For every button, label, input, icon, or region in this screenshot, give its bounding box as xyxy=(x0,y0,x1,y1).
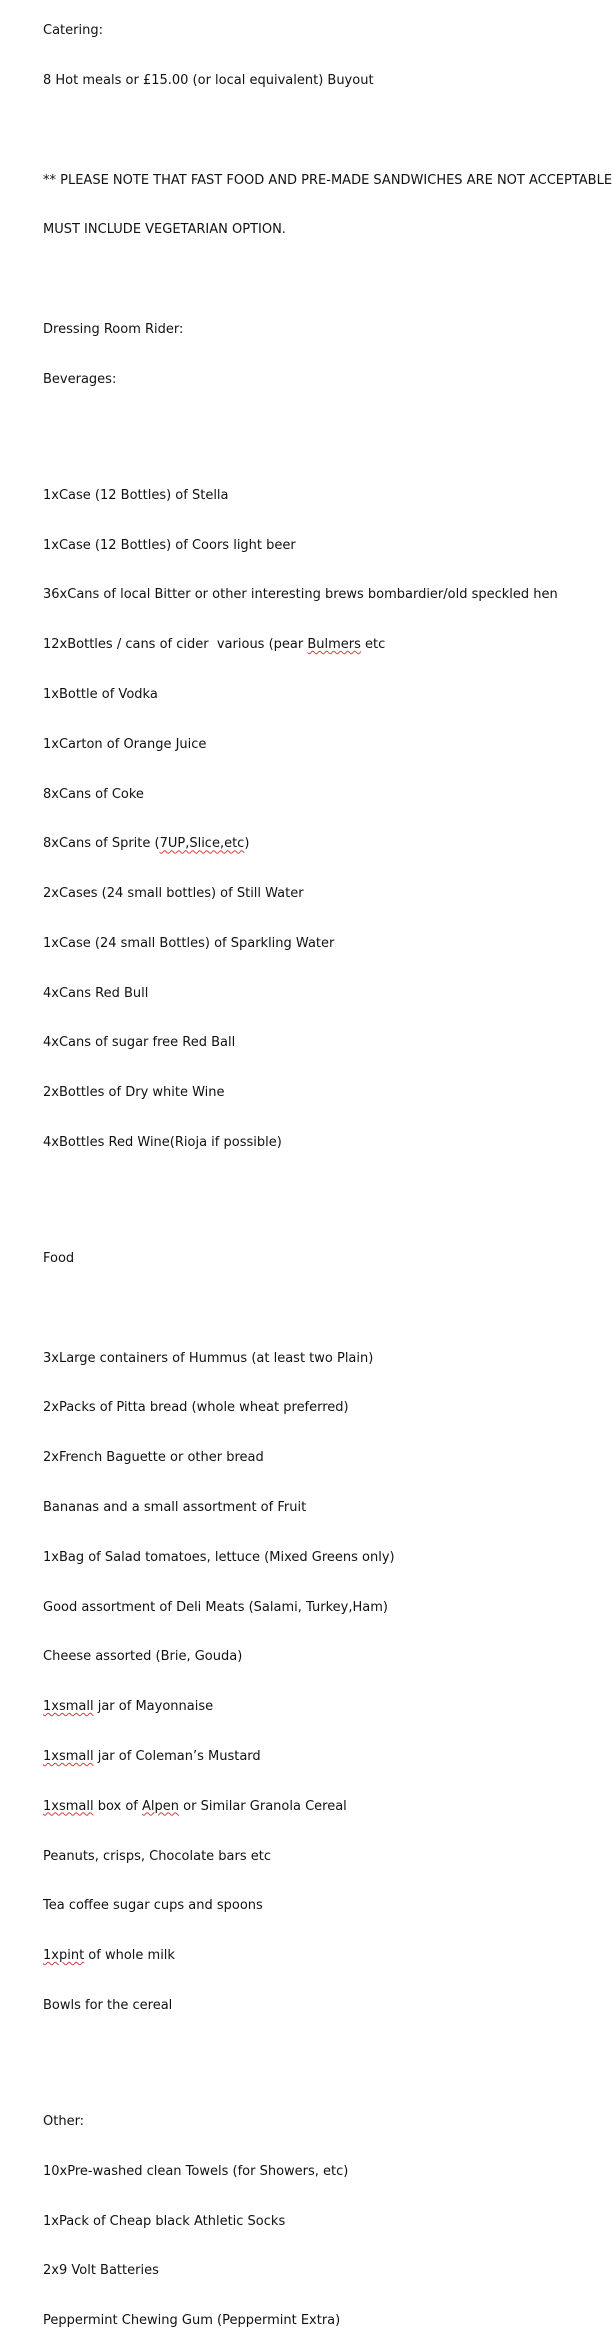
cereal-spellcheck-word: 1xsmall xyxy=(43,1798,94,1814)
sprite-text-start: 8xCans of Sprite ( xyxy=(43,836,160,852)
cider-text-end: etc xyxy=(360,637,386,653)
blank-line xyxy=(43,1185,593,1202)
other-towels: 10xPre-washed clean Towels (for Showers, etc) xyxy=(43,2163,349,2179)
food-cereal xyxy=(43,1799,593,1816)
catering-heading: Catering: xyxy=(43,23,103,39)
catering-note-line-1: ** PLEASE NOTE THAT FAST FOOD AND PRE-MADE SANDWICHES ARE NOT ACCEPTABLE xyxy=(43,172,612,188)
blank-line xyxy=(43,272,593,289)
rider-heading: Dressing Room Rider: xyxy=(43,321,184,337)
beverages-heading: Beverages: xyxy=(43,371,117,387)
blank-line xyxy=(43,2048,593,2065)
sprite-text-end: ) xyxy=(244,836,250,852)
food-tea-coffee: Tea coffee sugar cups and spoons xyxy=(43,1898,263,1914)
cereal-text-end: or Similar Granola Cereal xyxy=(179,1798,347,1814)
mustard-text: jar of Coleman’s Mustard xyxy=(93,1748,261,1764)
catering-note-line-2: MUST INCLUDE VEGETARIAN OPTION. xyxy=(43,222,286,238)
other-batteries: 2x9 Volt Batteries xyxy=(43,2263,159,2279)
food-mayonnaise xyxy=(43,1699,593,1716)
food-milk xyxy=(43,1948,593,1965)
other-socks: 1xPack of Cheap black Athletic Socks xyxy=(43,2213,286,2229)
mayo-spellcheck-word: 1xsmall xyxy=(43,1699,94,1715)
mayo-text: jar of Mayonnaise xyxy=(93,1699,214,1715)
beverage-still-water: 2xCases (24 small bottles) of Still Water xyxy=(43,886,304,902)
other-gum: Peppermint Chewing Gum (Peppermint Extra) xyxy=(43,2313,341,2329)
cider-text-start: 12xBottles / cans of cider various (pear xyxy=(43,637,308,653)
food-mustard xyxy=(43,1749,593,1766)
beverage-red-bull-sugar-free: 4xCans of sugar free Red Ball xyxy=(43,1035,236,1051)
food-bowls: Bowls for the cereal xyxy=(43,1997,173,2013)
food-salad: 1xBag of Salad tomatoes, lettuce (Mixed Greens only) xyxy=(43,1549,395,1565)
beverage-coke: 8xCans of Coke xyxy=(43,786,144,802)
food-cheese: Cheese assorted (Brie, Gouda) xyxy=(43,1649,243,1665)
food-hummus: 3xLarge containers of Hummus (at least two Plain) xyxy=(43,1350,374,1366)
milk-text: of whole milk xyxy=(84,1948,175,1964)
beverage-sprite xyxy=(43,836,593,853)
blank-line xyxy=(43,123,593,140)
milk-spellcheck-word: 1xpint xyxy=(43,1948,85,1964)
food-pitta: 2xPacks of Pitta bread (whole wheat preferred) xyxy=(43,1400,349,1416)
beverage-vodka: 1xBottle of Vodka xyxy=(43,686,158,702)
food-baguette: 2xFrench Baguette or other bread xyxy=(43,1450,264,1466)
cereal-text-mid: box of xyxy=(93,1798,143,1814)
cider-spellcheck-word: Bulmers xyxy=(307,637,361,653)
food-snacks: Peanuts, crisps, Chocolate bars etc xyxy=(43,1848,272,1864)
catering-meals: 8 Hot meals or £15.00 (or local equivalent) Buyout xyxy=(43,72,374,88)
mustard-spellcheck-word: 1xsmall xyxy=(43,1748,94,1764)
beverage-white-wine: 2xBottles of Dry white Wine xyxy=(43,1085,225,1101)
beverage-red-wine: 4xBottles Red Wine(Rioja if possible) xyxy=(43,1134,282,1150)
beverage-coors: 1xCase (12 Bottles) of Coors light beer xyxy=(43,537,296,553)
beverage-orange-juice: 1xCarton of Orange Juice xyxy=(43,736,207,752)
beverage-bitter: 36xCans of local Bitter or other interesting brews bombardier/old speckled hen xyxy=(43,587,558,603)
food-heading: Food xyxy=(43,1251,75,1267)
rider-document xyxy=(43,0,612,2346)
blank-line xyxy=(43,1301,593,1318)
beverage-stella: 1xCase (12 Bottles) of Stella xyxy=(43,487,229,503)
blank-line xyxy=(43,421,593,438)
sprite-spellcheck-word: 7UP,Slice,etc xyxy=(159,836,245,852)
beverage-cider xyxy=(43,637,593,654)
food-fruit: Bananas and a small assortment of Fruit xyxy=(43,1500,307,1516)
beverage-sparkling-water: 1xCase (24 small Bottles) of Sparkling Water xyxy=(43,935,335,951)
cereal-brand-spellcheck-word: Alpen xyxy=(142,1798,180,1814)
other-heading: Other: xyxy=(43,2114,85,2129)
beverage-red-bull: 4xCans Red Bull xyxy=(43,985,149,1001)
food-deli: Good assortment of Deli Meats (Salami, Turkey,Ham) xyxy=(43,1599,388,1615)
